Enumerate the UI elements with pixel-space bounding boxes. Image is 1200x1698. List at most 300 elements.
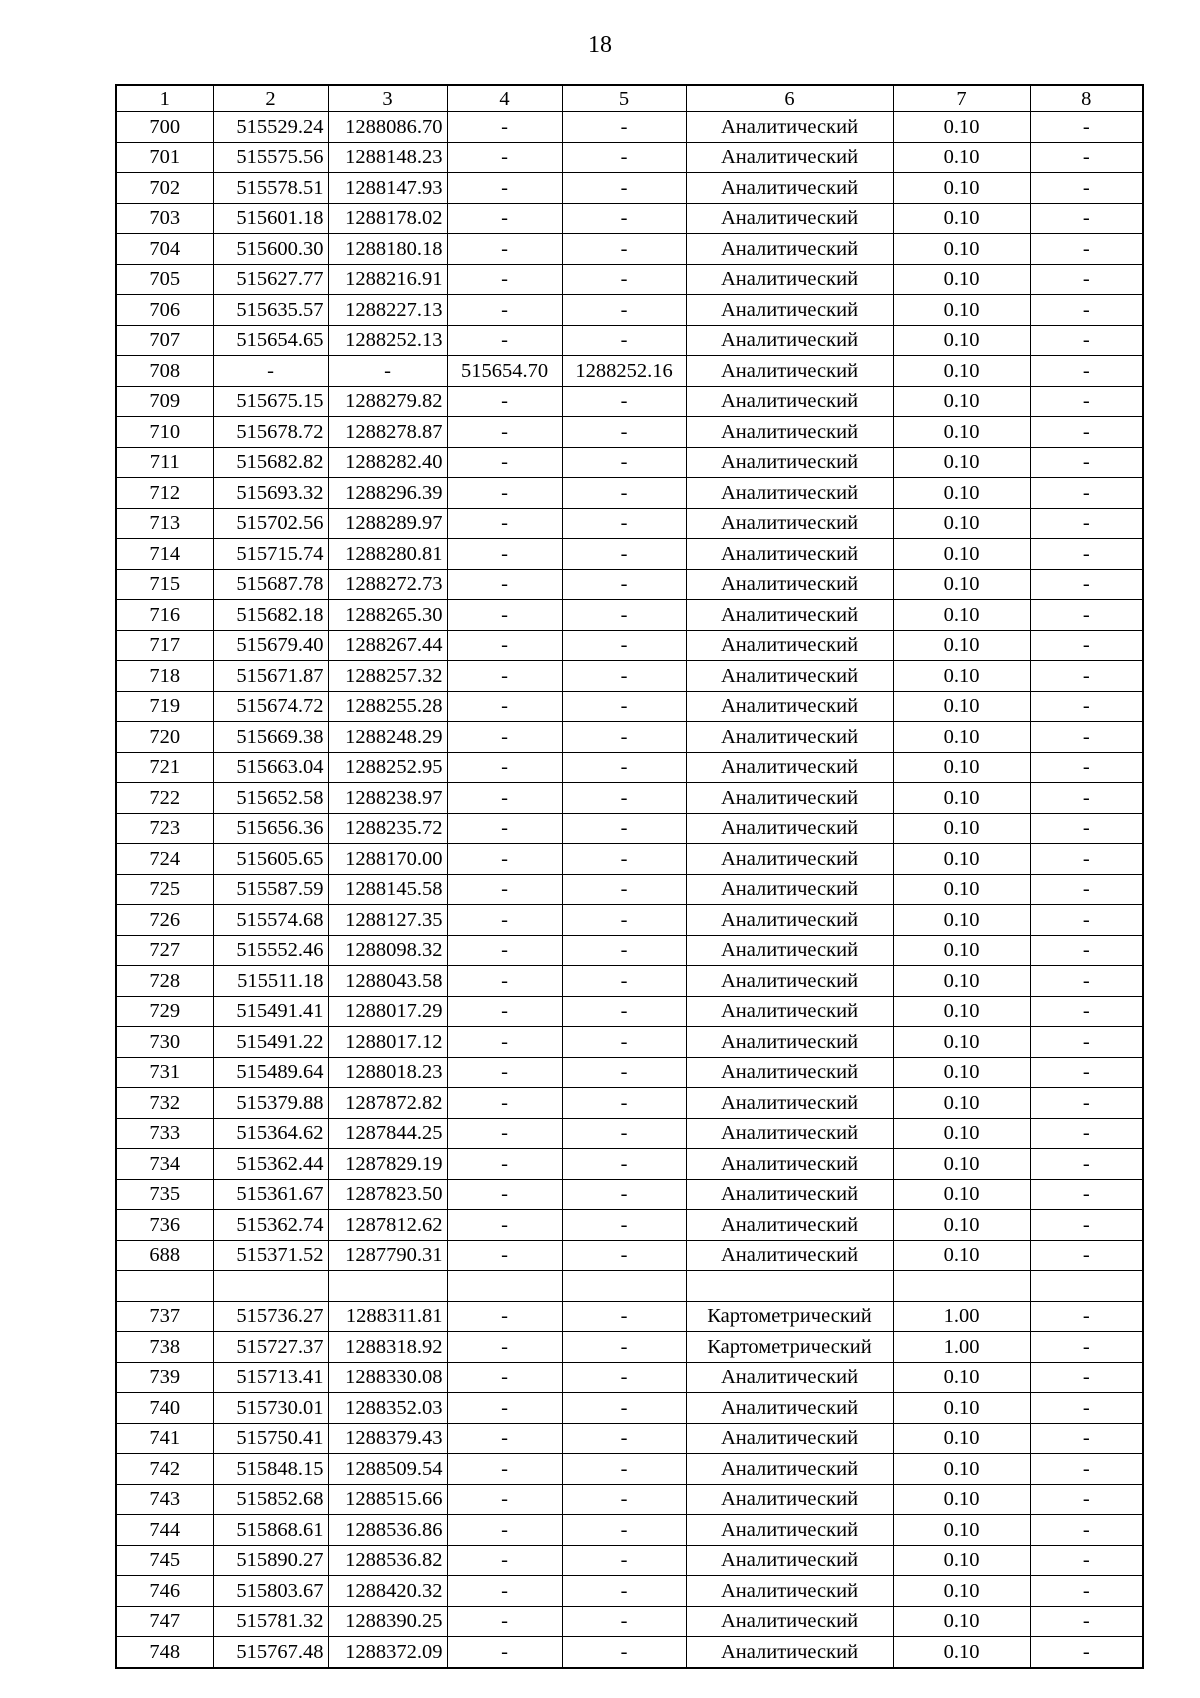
cell-x-coordinate: 515687.78 (213, 569, 328, 600)
cell-x-coordinate: 515574.68 (213, 905, 328, 936)
cell-y-coordinate: 1288170.00 (328, 844, 447, 875)
cell-y-new: - (562, 142, 686, 173)
cell-y-new: - (562, 1301, 686, 1332)
cell-x-coordinate: 515654.65 (213, 325, 328, 356)
cell-accuracy: 0.10 (893, 1240, 1030, 1271)
table-row (116, 1606, 1143, 1637)
cell-x-new: - (447, 1515, 562, 1546)
cell-note: - (1030, 874, 1143, 905)
cell-note: - (1030, 173, 1143, 204)
cell-x-coordinate: 515679.40 (213, 630, 328, 661)
cell-note: - (1030, 966, 1143, 997)
cell-method: Аналитический (686, 447, 893, 478)
cell-y-new: - (562, 996, 686, 1027)
cell-x-coordinate: 515750.41 (213, 1423, 328, 1454)
cell-y-new: - (562, 203, 686, 234)
cell-point-number: 723 (116, 813, 213, 844)
cell-y-coordinate: 1288311.81 (328, 1301, 447, 1332)
cell-y-coordinate: 1288252.13 (328, 325, 447, 356)
cell-method: Аналитический (686, 1149, 893, 1180)
cell-y-new: - (562, 1179, 686, 1210)
column-header-3: 3 (328, 85, 447, 112)
cell-method: Аналитический (686, 874, 893, 905)
cell-accuracy: 0.10 (893, 325, 1030, 356)
table-row (116, 447, 1143, 478)
cell-note: - (1030, 142, 1143, 173)
cell-y-new: - (562, 173, 686, 204)
cell-x-new: - (447, 264, 562, 295)
cell-accuracy: 0.10 (893, 569, 1030, 600)
table-row (116, 1545, 1143, 1576)
cell-accuracy: 0.10 (893, 844, 1030, 875)
cell-x-new: - (447, 1423, 562, 1454)
cell-accuracy: 0.10 (893, 1393, 1030, 1424)
cell-y-new: - (562, 1240, 686, 1271)
cell-y-new: - (562, 447, 686, 478)
cell-method: Аналитический (686, 966, 893, 997)
cell-note: - (1030, 386, 1143, 417)
cell-y-coordinate: - (328, 356, 447, 387)
cell-method: Аналитический (686, 356, 893, 387)
cell-note: - (1030, 112, 1143, 143)
cell-accuracy: 0.10 (893, 905, 1030, 936)
cell-y-new: - (562, 600, 686, 631)
cell-y-coordinate: 1288509.54 (328, 1454, 447, 1485)
cell-method: Аналитический (686, 142, 893, 173)
cell-note: - (1030, 1423, 1143, 1454)
cell-x-coordinate: 515627.77 (213, 264, 328, 295)
table-row (116, 722, 1143, 753)
cell-x-new: - (447, 874, 562, 905)
cell-point-number: 739 (116, 1362, 213, 1393)
cell-y-new: - (562, 630, 686, 661)
cell-method: Аналитический (686, 1027, 893, 1058)
cell-y-coordinate: 1288043.58 (328, 966, 447, 997)
table-row (116, 1362, 1143, 1393)
cell-y-new: - (562, 813, 686, 844)
cell-x-new: - (447, 1637, 562, 1668)
cell-y-new: - (562, 1423, 686, 1454)
cell-method: Аналитический (686, 264, 893, 295)
table-row (116, 630, 1143, 661)
column-header-7: 7 (893, 85, 1030, 112)
cell-x-new: 515654.70 (447, 356, 562, 387)
cell-note: - (1030, 630, 1143, 661)
cell-point-number (116, 1271, 213, 1302)
cell-point-number: 734 (116, 1149, 213, 1180)
cell-note: - (1030, 417, 1143, 448)
cell-accuracy: 0.10 (893, 935, 1030, 966)
cell-accuracy: 0.10 (893, 417, 1030, 448)
cell-y-coordinate: 1288352.03 (328, 1393, 447, 1424)
coordinates-table (115, 84, 1144, 1669)
cell-note: - (1030, 1515, 1143, 1546)
table-row (116, 966, 1143, 997)
cell-point-number: 708 (116, 356, 213, 387)
cell-x-coordinate: 515669.38 (213, 722, 328, 753)
cell-y-new: - (562, 1332, 686, 1363)
cell-accuracy (893, 1271, 1030, 1302)
cell-x-new: - (447, 1210, 562, 1241)
cell-x-new: - (447, 1149, 562, 1180)
cell-x-new: - (447, 1332, 562, 1363)
table-row (116, 874, 1143, 905)
cell-accuracy: 0.10 (893, 295, 1030, 326)
cell-x-new: - (447, 1240, 562, 1271)
cell-y-coordinate: 1288289.97 (328, 508, 447, 539)
column-header-6: 6 (686, 85, 893, 112)
cell-method: Аналитический (686, 203, 893, 234)
cell-method: Аналитический (686, 386, 893, 417)
cell-x-new: - (447, 1393, 562, 1424)
page-number: 18 (588, 32, 612, 58)
cell-point-number: 704 (116, 234, 213, 265)
cell-x-coordinate: 515600.30 (213, 234, 328, 265)
cell-y-coordinate: 1288318.92 (328, 1332, 447, 1363)
cell-point-number: 722 (116, 783, 213, 814)
table-row (116, 1149, 1143, 1180)
cell-y-coordinate: 1288379.43 (328, 1423, 447, 1454)
cell-x-coordinate: 515715.74 (213, 539, 328, 570)
cell-point-number: 731 (116, 1057, 213, 1088)
cell-x-new: - (447, 508, 562, 539)
cell-x-coordinate: 515852.68 (213, 1484, 328, 1515)
cell-accuracy: 0.10 (893, 1637, 1030, 1668)
cell-accuracy: 0.10 (893, 813, 1030, 844)
cell-accuracy: 0.10 (893, 1179, 1030, 1210)
cell-method: Аналитический (686, 478, 893, 509)
cell-x-coordinate: 515601.18 (213, 203, 328, 234)
table-row (116, 691, 1143, 722)
cell-y-new: - (562, 1637, 686, 1668)
cell-point-number: 700 (116, 112, 213, 143)
cell-x-coordinate: 515371.52 (213, 1240, 328, 1271)
cell-x-coordinate: 515727.37 (213, 1332, 328, 1363)
cell-point-number: 719 (116, 691, 213, 722)
cell-y-coordinate: 1288098.32 (328, 935, 447, 966)
cell-method: Картометрический (686, 1332, 893, 1363)
cell-y-coordinate: 1288178.02 (328, 203, 447, 234)
cell-note: - (1030, 1332, 1143, 1363)
cell-note: - (1030, 1088, 1143, 1119)
cell-x-new: - (447, 478, 562, 509)
cell-x-new: - (447, 1484, 562, 1515)
cell-y-coordinate: 1288265.30 (328, 600, 447, 631)
cell-note: - (1030, 1545, 1143, 1576)
cell-y-coordinate: 1288536.82 (328, 1545, 447, 1576)
cell-method: Аналитический (686, 1606, 893, 1637)
cell-x-new: - (447, 691, 562, 722)
table-row (116, 1088, 1143, 1119)
cell-accuracy: 0.10 (893, 1362, 1030, 1393)
cell-x-coordinate: 515578.51 (213, 173, 328, 204)
cell-y-coordinate: 1288278.87 (328, 417, 447, 448)
cell-note: - (1030, 1393, 1143, 1424)
cell-point-number: 718 (116, 661, 213, 692)
table-row (116, 1393, 1143, 1424)
table-body (116, 112, 1143, 1668)
table-row (116, 905, 1143, 936)
cell-y-new: - (562, 1454, 686, 1485)
cell-note: - (1030, 1149, 1143, 1180)
cell-y-new: - (562, 386, 686, 417)
cell-x-coordinate: 515736.27 (213, 1301, 328, 1332)
cell-x-new: - (447, 447, 562, 478)
cell-note: - (1030, 996, 1143, 1027)
cell-y-coordinate: 1288086.70 (328, 112, 447, 143)
cell-y-new: - (562, 1393, 686, 1424)
table-row (116, 417, 1143, 448)
cell-y-new: - (562, 112, 686, 143)
table-row (116, 539, 1143, 570)
cell-y-coordinate: 1288235.72 (328, 813, 447, 844)
cell-x-new (447, 1271, 562, 1302)
table-row (116, 752, 1143, 783)
cell-point-number: 724 (116, 844, 213, 875)
cell-accuracy: 0.10 (893, 478, 1030, 509)
cell-point-number: 702 (116, 173, 213, 204)
cell-accuracy: 0.10 (893, 966, 1030, 997)
cell-note: - (1030, 783, 1143, 814)
cell-y-coordinate: 1288248.29 (328, 722, 447, 753)
cell-y-new: - (562, 1149, 686, 1180)
cell-y-new: - (562, 661, 686, 692)
cell-note: - (1030, 813, 1143, 844)
cell-x-coordinate: 515552.46 (213, 935, 328, 966)
cell-x-new: - (447, 813, 562, 844)
cell-method: Аналитический (686, 691, 893, 722)
cell-x-new: - (447, 112, 562, 143)
cell-point-number: 721 (116, 752, 213, 783)
cell-y-coordinate: 1288017.29 (328, 996, 447, 1027)
cell-point-number: 742 (116, 1454, 213, 1485)
cell-accuracy: 0.10 (893, 600, 1030, 631)
cell-x-new: - (447, 630, 562, 661)
cell-accuracy: 0.10 (893, 1210, 1030, 1241)
cell-x-coordinate (213, 1271, 328, 1302)
cell-y-new: - (562, 1515, 686, 1546)
cell-y-coordinate: 1287823.50 (328, 1179, 447, 1210)
column-header-4: 4 (447, 85, 562, 112)
cell-y-new: - (562, 295, 686, 326)
cell-y-coordinate: 1288216.91 (328, 264, 447, 295)
cell-y-new: - (562, 752, 686, 783)
cell-y-new: - (562, 264, 686, 295)
cell-method: Аналитический (686, 1118, 893, 1149)
cell-y-coordinate: 1288372.09 (328, 1637, 447, 1668)
cell-note: - (1030, 1606, 1143, 1637)
cell-point-number: 735 (116, 1179, 213, 1210)
cell-y-coordinate: 1288296.39 (328, 478, 447, 509)
cell-note: - (1030, 356, 1143, 387)
cell-point-number: 745 (116, 1545, 213, 1576)
column-header-1: 1 (116, 85, 213, 112)
cell-method: Аналитический (686, 1057, 893, 1088)
cell-x-new: - (447, 1362, 562, 1393)
cell-accuracy: 0.10 (893, 173, 1030, 204)
cell-note: - (1030, 1454, 1143, 1485)
cell-y-coordinate: 1287790.31 (328, 1240, 447, 1271)
cell-point-number: 740 (116, 1393, 213, 1424)
cell-method: Аналитический (686, 752, 893, 783)
cell-y-new: - (562, 1576, 686, 1607)
cell-point-number: 711 (116, 447, 213, 478)
cell-y-new: - (562, 1057, 686, 1088)
cell-accuracy: 0.10 (893, 1606, 1030, 1637)
cell-point-number: 747 (116, 1606, 213, 1637)
cell-x-coordinate: 515671.87 (213, 661, 328, 692)
cell-accuracy: 0.10 (893, 1515, 1030, 1546)
cell-note: - (1030, 478, 1143, 509)
cell-method: Аналитический (686, 1240, 893, 1271)
cell-accuracy: 0.10 (893, 1545, 1030, 1576)
table-row (116, 661, 1143, 692)
cell-method: Аналитический (686, 783, 893, 814)
cell-x-coordinate: 515781.32 (213, 1606, 328, 1637)
table-row (116, 1423, 1143, 1454)
cell-accuracy: 0.10 (893, 1484, 1030, 1515)
table-row (116, 1271, 1143, 1302)
cell-note: - (1030, 447, 1143, 478)
cell-note: - (1030, 600, 1143, 631)
cell-accuracy: 0.10 (893, 752, 1030, 783)
cell-accuracy: 0.10 (893, 1576, 1030, 1607)
table-row (116, 356, 1143, 387)
cell-method: Аналитический (686, 295, 893, 326)
cell-point-number: 716 (116, 600, 213, 631)
cell-point-number: 738 (116, 1332, 213, 1363)
cell-method: Аналитический (686, 173, 893, 204)
cell-note: - (1030, 1637, 1143, 1668)
cell-method: Аналитический (686, 1179, 893, 1210)
cell-accuracy: 0.10 (893, 783, 1030, 814)
cell-note: - (1030, 1210, 1143, 1241)
table-row (116, 203, 1143, 234)
table-row (116, 1515, 1143, 1546)
table-row (116, 813, 1143, 844)
cell-method: Аналитический (686, 1545, 893, 1576)
cell-note: - (1030, 722, 1143, 753)
cell-point-number: 748 (116, 1637, 213, 1668)
cell-method: Аналитический (686, 905, 893, 936)
cell-point-number: 688 (116, 1240, 213, 1271)
cell-method: Аналитический (686, 813, 893, 844)
cell-y-coordinate: 1288252.95 (328, 752, 447, 783)
cell-y-coordinate: 1288390.25 (328, 1606, 447, 1637)
cell-x-new: - (447, 1576, 562, 1607)
cell-y-new: - (562, 539, 686, 570)
cell-x-coordinate: 515730.01 (213, 1393, 328, 1424)
cell-point-number: 729 (116, 996, 213, 1027)
table-row (116, 844, 1143, 875)
cell-note: - (1030, 234, 1143, 265)
cell-method: Аналитический (686, 1484, 893, 1515)
table-row (116, 1057, 1143, 1088)
cell-y-new: - (562, 874, 686, 905)
cell-x-new: - (447, 325, 562, 356)
cell-x-coordinate: 515868.61 (213, 1515, 328, 1546)
cell-y-coordinate: 1288227.13 (328, 295, 447, 326)
table-row (116, 173, 1143, 204)
cell-point-number: 733 (116, 1118, 213, 1149)
cell-point-number: 715 (116, 569, 213, 600)
cell-y-new: - (562, 417, 686, 448)
cell-y-coordinate: 1288255.28 (328, 691, 447, 722)
cell-point-number: 737 (116, 1301, 213, 1332)
cell-x-coordinate: 515890.27 (213, 1545, 328, 1576)
cell-x-new: - (447, 935, 562, 966)
cell-y-new: - (562, 1606, 686, 1637)
cell-method: Аналитический (686, 1515, 893, 1546)
cell-y-coordinate: 1288257.32 (328, 661, 447, 692)
cell-note: - (1030, 1301, 1143, 1332)
cell-x-coordinate: - (213, 356, 328, 387)
cell-method: Аналитический (686, 1362, 893, 1393)
cell-x-new: - (447, 844, 562, 875)
cell-note: - (1030, 1240, 1143, 1271)
cell-x-new: - (447, 417, 562, 448)
cell-method: Аналитический (686, 630, 893, 661)
cell-note: - (1030, 264, 1143, 295)
table-row (116, 478, 1143, 509)
cell-x-coordinate: 515656.36 (213, 813, 328, 844)
cell-note: - (1030, 203, 1143, 234)
table-row (116, 264, 1143, 295)
header-row (116, 85, 1143, 112)
cell-x-new: - (447, 783, 562, 814)
table-row (116, 1240, 1143, 1271)
table-row (116, 1118, 1143, 1149)
cell-point-number: 736 (116, 1210, 213, 1241)
cell-note: - (1030, 905, 1143, 936)
cell-accuracy: 0.10 (893, 234, 1030, 265)
table-row (116, 234, 1143, 265)
cell-point-number: 741 (116, 1423, 213, 1454)
cell-note: - (1030, 1118, 1143, 1149)
cell-method: Аналитический (686, 996, 893, 1027)
cell-accuracy: 0.10 (893, 722, 1030, 753)
cell-y-new: - (562, 234, 686, 265)
cell-x-new: - (447, 569, 562, 600)
table-row (116, 1637, 1143, 1668)
cell-y-coordinate: 1288515.66 (328, 1484, 447, 1515)
cell-accuracy: 0.10 (893, 142, 1030, 173)
cell-x-new: - (447, 173, 562, 204)
cell-y-new: - (562, 783, 686, 814)
column-header-8: 8 (1030, 85, 1143, 112)
cell-point-number: 701 (116, 142, 213, 173)
cell-x-coordinate: 515379.88 (213, 1088, 328, 1119)
table-row (116, 112, 1143, 143)
cell-y-coordinate: 1288267.44 (328, 630, 447, 661)
cell-point-number: 709 (116, 386, 213, 417)
cell-x-new: - (447, 905, 562, 936)
cell-method: Аналитический (686, 1637, 893, 1668)
cell-x-coordinate: 515529.24 (213, 112, 328, 143)
cell-x-coordinate: 515587.59 (213, 874, 328, 905)
cell-method: Аналитический (686, 1088, 893, 1119)
cell-method: Картометрический (686, 1301, 893, 1332)
table-row (116, 783, 1143, 814)
cell-x-new: - (447, 1606, 562, 1637)
table-row (116, 325, 1143, 356)
cell-note: - (1030, 1362, 1143, 1393)
cell-x-new: - (447, 661, 562, 692)
cell-note: - (1030, 539, 1143, 570)
cell-y-coordinate: 1288272.73 (328, 569, 447, 600)
cell-accuracy: 0.10 (893, 508, 1030, 539)
cell-accuracy: 0.10 (893, 264, 1030, 295)
